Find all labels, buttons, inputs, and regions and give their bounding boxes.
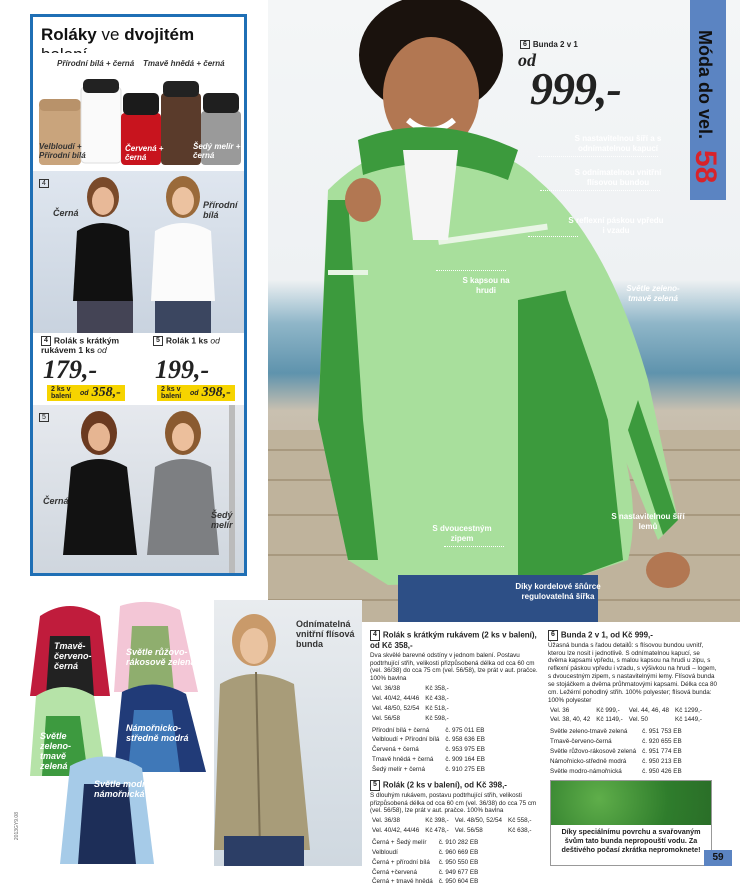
code-row: [372, 839, 482, 847]
size-cell: Vel. 38, 40, 42: [550, 716, 591, 724]
size-cell: Kč 358,-: [425, 685, 449, 693]
offer2-pack-badge: 2 ks v balení od 398,-: [157, 385, 235, 401]
size-cell: Kč 1299,-: [675, 706, 702, 714]
specs5-desc: S dlouhým rukávem, postavu podtrhující střih, velikosti přizpůsobená délka od cca 60 cm (vel. 36/38) do cca 75 cm (vel. 56/58), lze prát v aut. pračce. 100% bavlna: [370, 791, 537, 815]
size-cell: Vel. 36/38: [372, 817, 401, 825]
code-cell: Červená + černá: [372, 746, 419, 754]
code-cell: č. 951 774 EB: [642, 748, 682, 756]
callout-color: Světle zeleno-tmavě zelená: [626, 284, 680, 303]
size-cell: Vel. 40/42, 44/46: [372, 695, 420, 703]
size-cell: Vel. 44, 46, 48: [628, 706, 670, 714]
size-cell: Vel. 56/58: [454, 827, 483, 835]
specs4-title: 4 Rolák s krátkým rukávem (2 ks v balení), od Kč 358,-: [370, 630, 537, 650]
price-strip: [33, 333, 244, 405]
side-tab: [690, 0, 726, 200]
size-cell: Kč 518,-: [425, 704, 449, 712]
fabric-box: [550, 780, 712, 866]
specs4-desc: Dva skvělé barevné odstíny v jednom balení. Postavu podtrhující střih, velikosti přizpůsobená délka od cca 60 cm (vel. 36/38) do cca 75 cm (vel. 56/58), lze prát v aut. pračce. 100% bavlna: [370, 651, 538, 683]
size-cell: Vel. 36: [550, 706, 570, 714]
size-row: [372, 705, 453, 713]
code-cell: Velbloudí: [372, 848, 398, 856]
size-cell: Kč 999,-: [596, 706, 620, 714]
code-cell: Černá + Šedý melír: [372, 838, 427, 846]
code-row: [372, 849, 482, 857]
code-cell: č. 949 677 EB: [438, 868, 479, 876]
callout-zip: S dvoucestným zipem: [432, 524, 492, 543]
folded-stacks-photo: [33, 53, 244, 171]
title-word-3: dvojitém: [124, 25, 195, 44]
size-cell: Kč 1449,-: [675, 716, 702, 724]
code-row: [550, 768, 686, 776]
code-cell: č. 910 282 EB: [438, 838, 479, 846]
size-cell: Kč 638,-: [508, 827, 532, 835]
title-word-1: Roláky: [41, 25, 97, 44]
size-cell: Vel. 50: [628, 716, 649, 724]
code-cell: č. 975 011 EB: [445, 726, 485, 734]
code-cell: č. 953 975 EB: [445, 746, 485, 754]
code-cell: Námořnicko-středně modrá: [550, 757, 627, 765]
jacket-label-3: Námořnicko-středně modrá: [126, 723, 189, 743]
photo4-label-left: Černá: [53, 208, 79, 218]
fabric-texture: [551, 781, 711, 825]
code-cell: Tmavě hnědá + černá: [372, 756, 434, 764]
callout-pocket: S kapsou na hrudi: [462, 276, 510, 295]
title-word-2: ve: [101, 25, 120, 44]
combo-label-4: Červená + černá: [125, 144, 164, 162]
size-cell: Vel. 48/50, 52/54: [454, 817, 503, 825]
offer1-price: 179,-: [43, 355, 98, 384]
code-cell: Černá +červená: [372, 868, 417, 876]
side-tab-label: Móda do vel. 58: [689, 30, 722, 184]
catalog-code: 2013GY9.08: [14, 812, 20, 841]
code-row: [372, 766, 489, 774]
code-row: [550, 728, 686, 736]
specs6-codes: [548, 726, 688, 777]
specs4-sizes: [370, 683, 455, 724]
size-row: [372, 827, 535, 835]
size-cell: Kč 598,-: [425, 714, 449, 722]
code-row: [372, 859, 482, 867]
callout-reflective: S reflexní páskou vpředu i vzadu: [568, 216, 664, 235]
hero-product-label: 6 Bunda 2 v 1: [520, 40, 578, 49]
code-row: [550, 758, 686, 766]
callout-pocket-line: [436, 270, 506, 271]
specs-column-1: [370, 628, 542, 886]
code-cell: č. 958 636 EB: [445, 736, 485, 744]
callout-reflective-line: [528, 236, 578, 237]
size-cell: Kč 398,-: [425, 817, 449, 825]
code-row: [550, 738, 686, 746]
hero-price: 999,-: [530, 63, 621, 114]
code-cell: Světle zeleno-tmavě zelená: [550, 728, 628, 736]
code-row: [372, 756, 489, 764]
fabric-text: Díky speciálnímu povrchu a svařovaným švům tato bunda nepropouští vodu. Za deštivého počasí zkrátka nepromoknete!: [561, 827, 701, 854]
photo-short-sleeve: [33, 171, 244, 333]
size-cell: Kč 1149,-: [596, 716, 623, 724]
size-cell: Vel. 56/58: [372, 714, 401, 722]
hero-od: od: [518, 50, 536, 70]
code-cell: č. 950 550 EB: [438, 858, 479, 866]
code-cell: Velbloudí + Přírodní bílá: [372, 736, 440, 744]
photo4-number: 4: [39, 175, 52, 193]
hero-photo: [268, 0, 740, 622]
turtleneck-box: [30, 14, 247, 576]
code-row: [372, 746, 489, 754]
size-cell: Kč 558,-: [508, 817, 532, 825]
code-cell: č. 950 213 EB: [642, 757, 682, 765]
photo-long-sleeve: [33, 405, 244, 573]
size-row: [550, 707, 706, 715]
code-cell: č. 920 655 EB: [642, 738, 682, 746]
specs-column-2: [548, 628, 718, 778]
size-row: [372, 695, 453, 703]
specs6-sizes: [548, 705, 708, 727]
photo5-number: 5: [39, 409, 52, 427]
photo4-label-right: Přírodní bílá: [203, 200, 238, 220]
size-cell: Vel. 36/38: [372, 685, 401, 693]
code-cell: Přírodní bílá + černá: [372, 726, 430, 734]
combo-label-5: Šedý melír + černá: [193, 142, 241, 160]
specs5-codes: [370, 837, 484, 888]
jacket-label-1: Tmavě-červeno-černá: [54, 641, 92, 671]
size-cell: Vel. 48/50, 52/54: [372, 704, 420, 712]
models-long-sleeve-image: [33, 405, 244, 573]
jacket-label-2: Světle růžovo-rákosově zelená: [126, 647, 196, 667]
code-cell: Šedý melír + černá: [372, 766, 426, 774]
offer1-pack-badge: 2 ks v balení od 358,-: [47, 385, 125, 401]
code-cell: Tmavě-červeno-černá: [550, 738, 612, 746]
code-row: [372, 869, 482, 877]
code-cell: č. 951 753 EB: [642, 728, 682, 736]
code-cell: č. 910 275 EB: [445, 766, 485, 774]
size-cell: Kč 438,-: [425, 695, 449, 703]
code-cell: Černá + tmavě hnědá: [372, 878, 433, 886]
fleece-label: Odnímatelná vnitřní flísová bunda: [296, 619, 355, 649]
combo-label-1: Přírodní bílá + černá: [57, 59, 135, 68]
specs4-codes: [370, 725, 491, 776]
page-number: 59: [704, 850, 732, 866]
photo5-label-right: Šedý melír: [211, 510, 233, 530]
code-cell: Světle růžovo-rákosově zelená: [550, 748, 637, 756]
combo-label-3: Velbloudí + Přírodní bílá: [39, 142, 86, 160]
code-cell: č. 960 669 EB: [438, 848, 479, 856]
code-cell: č. 950 426 EB: [642, 767, 682, 775]
specs5-title: 5 Rolák (2 ks v balení), od Kč 398,-: [370, 780, 542, 791]
code-cell: Světle modro-námořnická: [550, 767, 622, 775]
jacket-label-4: Světle zeleno-tmavě zelená: [40, 731, 72, 771]
specs6-title: 6 Bunda 2 v 1, od Kč 999,-: [548, 630, 718, 641]
offer2-name: 5 Rolák 1 ks od: [153, 336, 233, 346]
specs5-sizes: [370, 815, 537, 837]
code-cell: Černá + přírodní bílá: [372, 858, 430, 866]
side-tab-number: 58: [689, 150, 722, 184]
code-cell: č. 950 604 EB: [438, 878, 479, 886]
fleece-photo: [214, 600, 362, 866]
callout-zip-line: [444, 546, 504, 547]
callout-drawcord: Díky kordelové šňůrce regulovatelná šířka: [515, 582, 601, 601]
code-cell: č. 909 164 EB: [445, 756, 485, 764]
code-row: [372, 736, 489, 744]
turtleneck-title: [33, 17, 244, 53]
models-short-sleeve-image: [33, 171, 244, 333]
callout-hem: S nastavitelnou šíří lemů: [611, 512, 685, 531]
callout-hood: S nastavitelnou šíří a s odnímatelnou kapucí: [574, 134, 662, 153]
code-row: [372, 727, 489, 735]
size-cell: Vel. 40/42, 44/46: [372, 827, 420, 835]
callout-hood-line: [538, 156, 658, 157]
code-row: [550, 748, 686, 756]
offer1-name: 4 Rolák s krátkým rukávem 1 ks od: [41, 335, 120, 356]
specs6-desc: Úžasná bunda s řadou detailů: s flísovou bundou uvnitř, kterou lze nosit i jednotlivě. S odnímatelnou kapucí, se dvěma kapsami vpředu, s malou kapsou na hrudi u zipu, s reflexní páskou vpředu i vzadu, s výšivkou na hrudi – logem, s dvoucestným zipem, s nastavitelnými lemy. Flísová bunda se stojáčkem a dvěma průhmatovými kapsami. Délka cca 80 cm. Ležérní pohodlný střih. 100% polyester; flísová bunda: 100% polyester: [548, 641, 718, 704]
callout-fleece: S odnímatelnou vnitřní flísovou bundou: [574, 168, 662, 187]
photo5-label-left: Černá: [43, 496, 69, 506]
size-cell: Kč 478,-: [425, 827, 449, 835]
size-row: [372, 715, 453, 723]
size-row: [550, 716, 706, 724]
offer2-price: 199,-: [155, 355, 210, 384]
combo-label-2: Tmavě hnědá + černá: [143, 59, 225, 68]
callout-fleece-line: [540, 190, 660, 191]
size-row: [372, 685, 453, 693]
jacket-collage: [30, 596, 214, 866]
jacket-label-5: Světle modro-námořnická: [94, 779, 155, 799]
size-row: [372, 817, 535, 825]
